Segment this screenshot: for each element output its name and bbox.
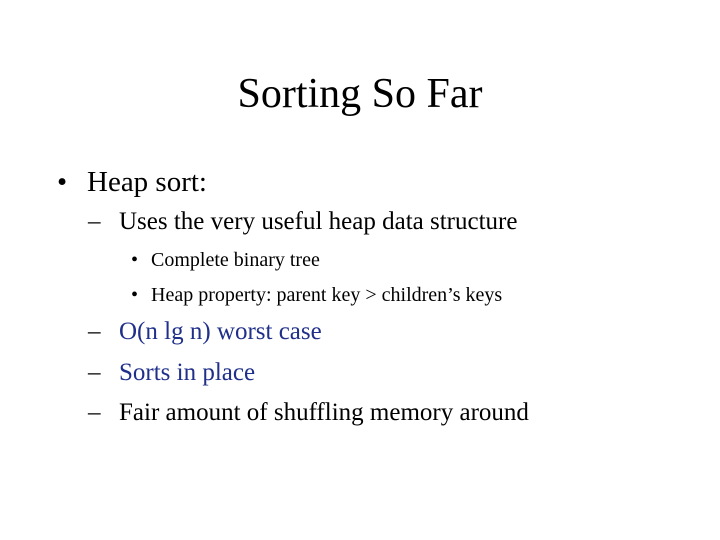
bullet-marker: • <box>57 166 68 198</box>
sub-sub-item-text: Heap property: parent key > children’s keys <box>151 284 503 306</box>
dash-marker: – <box>88 318 101 345</box>
bullet-marker: • <box>131 249 139 271</box>
sub-item-worst-case <box>88 317 322 347</box>
sub-item-memory-shuffling <box>88 398 529 428</box>
sub-item-text: Fair amount of shuffling memory around <box>119 399 529 426</box>
sub-sub-item-heap-property <box>131 283 502 307</box>
dash-marker: – <box>88 359 101 386</box>
sub-item-text: O(n lg n) worst case <box>119 318 322 345</box>
dash-marker: – <box>88 399 101 426</box>
sub-item-text: Uses the very useful heap data structure <box>119 208 518 235</box>
sub-sub-item-text: Complete binary tree <box>151 249 320 271</box>
dash-marker: – <box>88 208 101 235</box>
bullet-item-heap-sort <box>57 165 207 199</box>
sub-item-text: Sorts in place <box>119 359 256 386</box>
bullet-marker: • <box>131 284 139 306</box>
sub-item-in-place <box>88 358 255 388</box>
slide-title: Sorting So Far <box>237 71 483 117</box>
sub-item-heap-structure <box>88 207 517 237</box>
bullet-text: Heap sort: <box>87 166 207 198</box>
sub-sub-item-complete-tree <box>131 248 320 272</box>
